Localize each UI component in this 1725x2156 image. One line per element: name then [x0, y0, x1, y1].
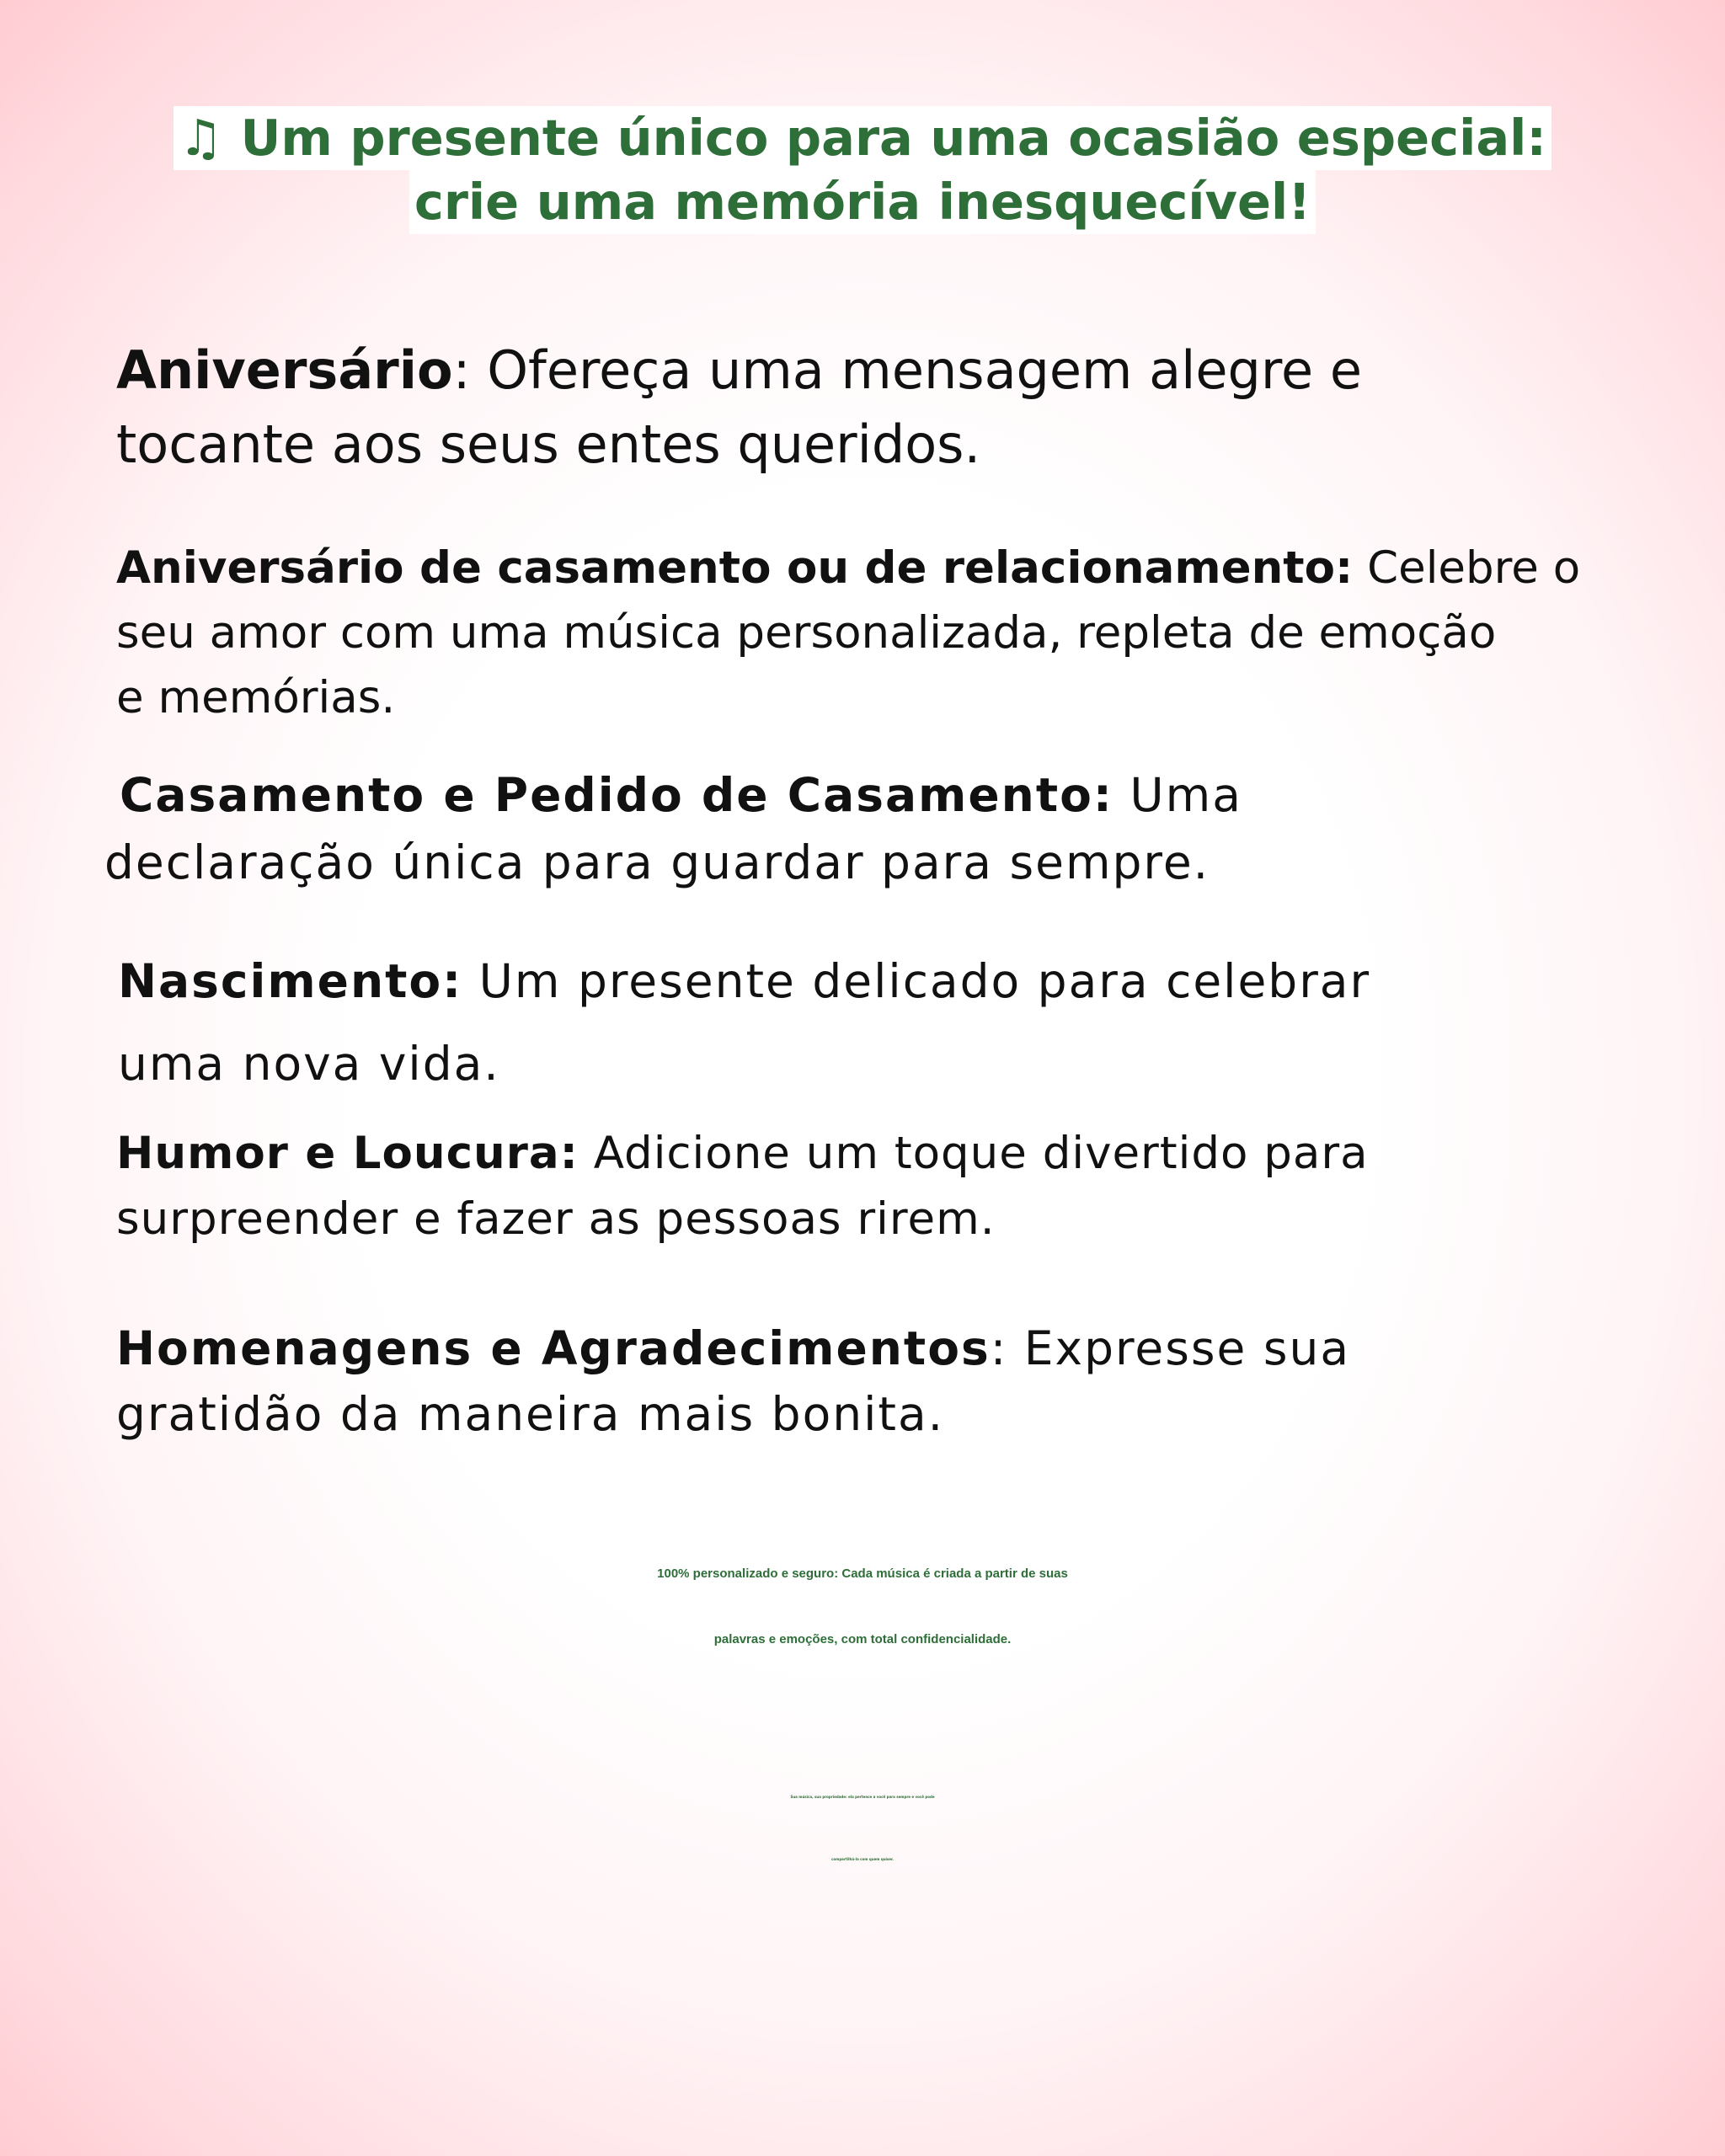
occasion-first-line: [116, 1121, 1369, 1187]
occasion-text: Celebre o: [1353, 542, 1581, 594]
occasion-text: Uma: [1113, 768, 1242, 822]
occasion-title: Casamento e Pedido de Casamento:: [120, 768, 1114, 822]
occasion-text: Expresse sua: [1023, 1321, 1351, 1375]
occasion-title: Humor e Loucura:: [116, 1128, 579, 1179]
occasion-title: Nascimento:: [118, 954, 463, 1008]
occasion-text-line: uma nova vida.: [118, 1037, 500, 1091]
title-line-2: [409, 170, 1316, 234]
ownership-text: [0, 1766, 1725, 1891]
occasion-humor: [116, 1121, 1369, 1252]
occasion-first-line: [116, 536, 1580, 600]
occasion-first-line: [118, 940, 1370, 1022]
guarantee-line: palavras e emoções, com total confidencialidade.: [713, 1632, 1012, 1646]
title-line-1: [174, 106, 1551, 170]
occasion-text-line: e memórias.: [116, 672, 396, 723]
page-title: [0, 106, 1725, 234]
occasion-title: Aniversário de casamento ou de relacionamento:: [116, 542, 1354, 594]
occasion-text-line: tocante aos seus entes queridos.: [116, 414, 981, 475]
occasion-title: Homenagens e Agradecimentos: [116, 1321, 991, 1375]
occasion-text: Adicione um toque divertido para: [578, 1128, 1369, 1179]
music-note-icon: ♫: [179, 109, 223, 167]
occasion-text-line: surpreender e fazer as pessoas rirem.: [116, 1193, 996, 1245]
occasion-text: Ofereça uma mensagem alegre e: [487, 339, 1363, 401]
occasion-birthday: [116, 334, 1362, 482]
occasion-text: Um presente delicado para celebrar: [462, 954, 1371, 1008]
occasion-wedding-proposal: [104, 761, 1242, 896]
occasion-first-line: [116, 1315, 1350, 1381]
occasion-tributes: [116, 1315, 1350, 1447]
occasion-birth: [118, 940, 1370, 1105]
occasion-separator: :: [452, 339, 488, 401]
occasion-separator: :: [990, 1321, 1024, 1375]
occasion-wedding-anniversary: [116, 536, 1580, 730]
occasion-first-line: [104, 761, 1242, 829]
title-text-1: Um presente único para uma ocasião especial:: [240, 109, 1546, 167]
occasion-first-line: [116, 334, 1362, 408]
occasion-text-line: seu amor com uma música personalizada, repleta de emoção: [116, 607, 1497, 659]
guarantee-line: 100% personalizado e seguro: Cada música é criada a partir de suas: [657, 1566, 1068, 1581]
occasion-title: Aniversário: [116, 339, 453, 401]
title-text-2: crie uma memória inesquecível!: [414, 173, 1311, 231]
ownership-line: compartilhá-la com quem quiser.: [831, 1857, 894, 1861]
occasion-text-line: declaração única para guardar para sempre.: [104, 835, 1210, 889]
occasion-text-line: gratidão da maneira mais bonita.: [116, 1387, 945, 1441]
ownership-line: Sua música, sua propriedade: ela pertence a você para sempre e você pode: [790, 1795, 935, 1799]
guarantee-text: [0, 1541, 1725, 1673]
